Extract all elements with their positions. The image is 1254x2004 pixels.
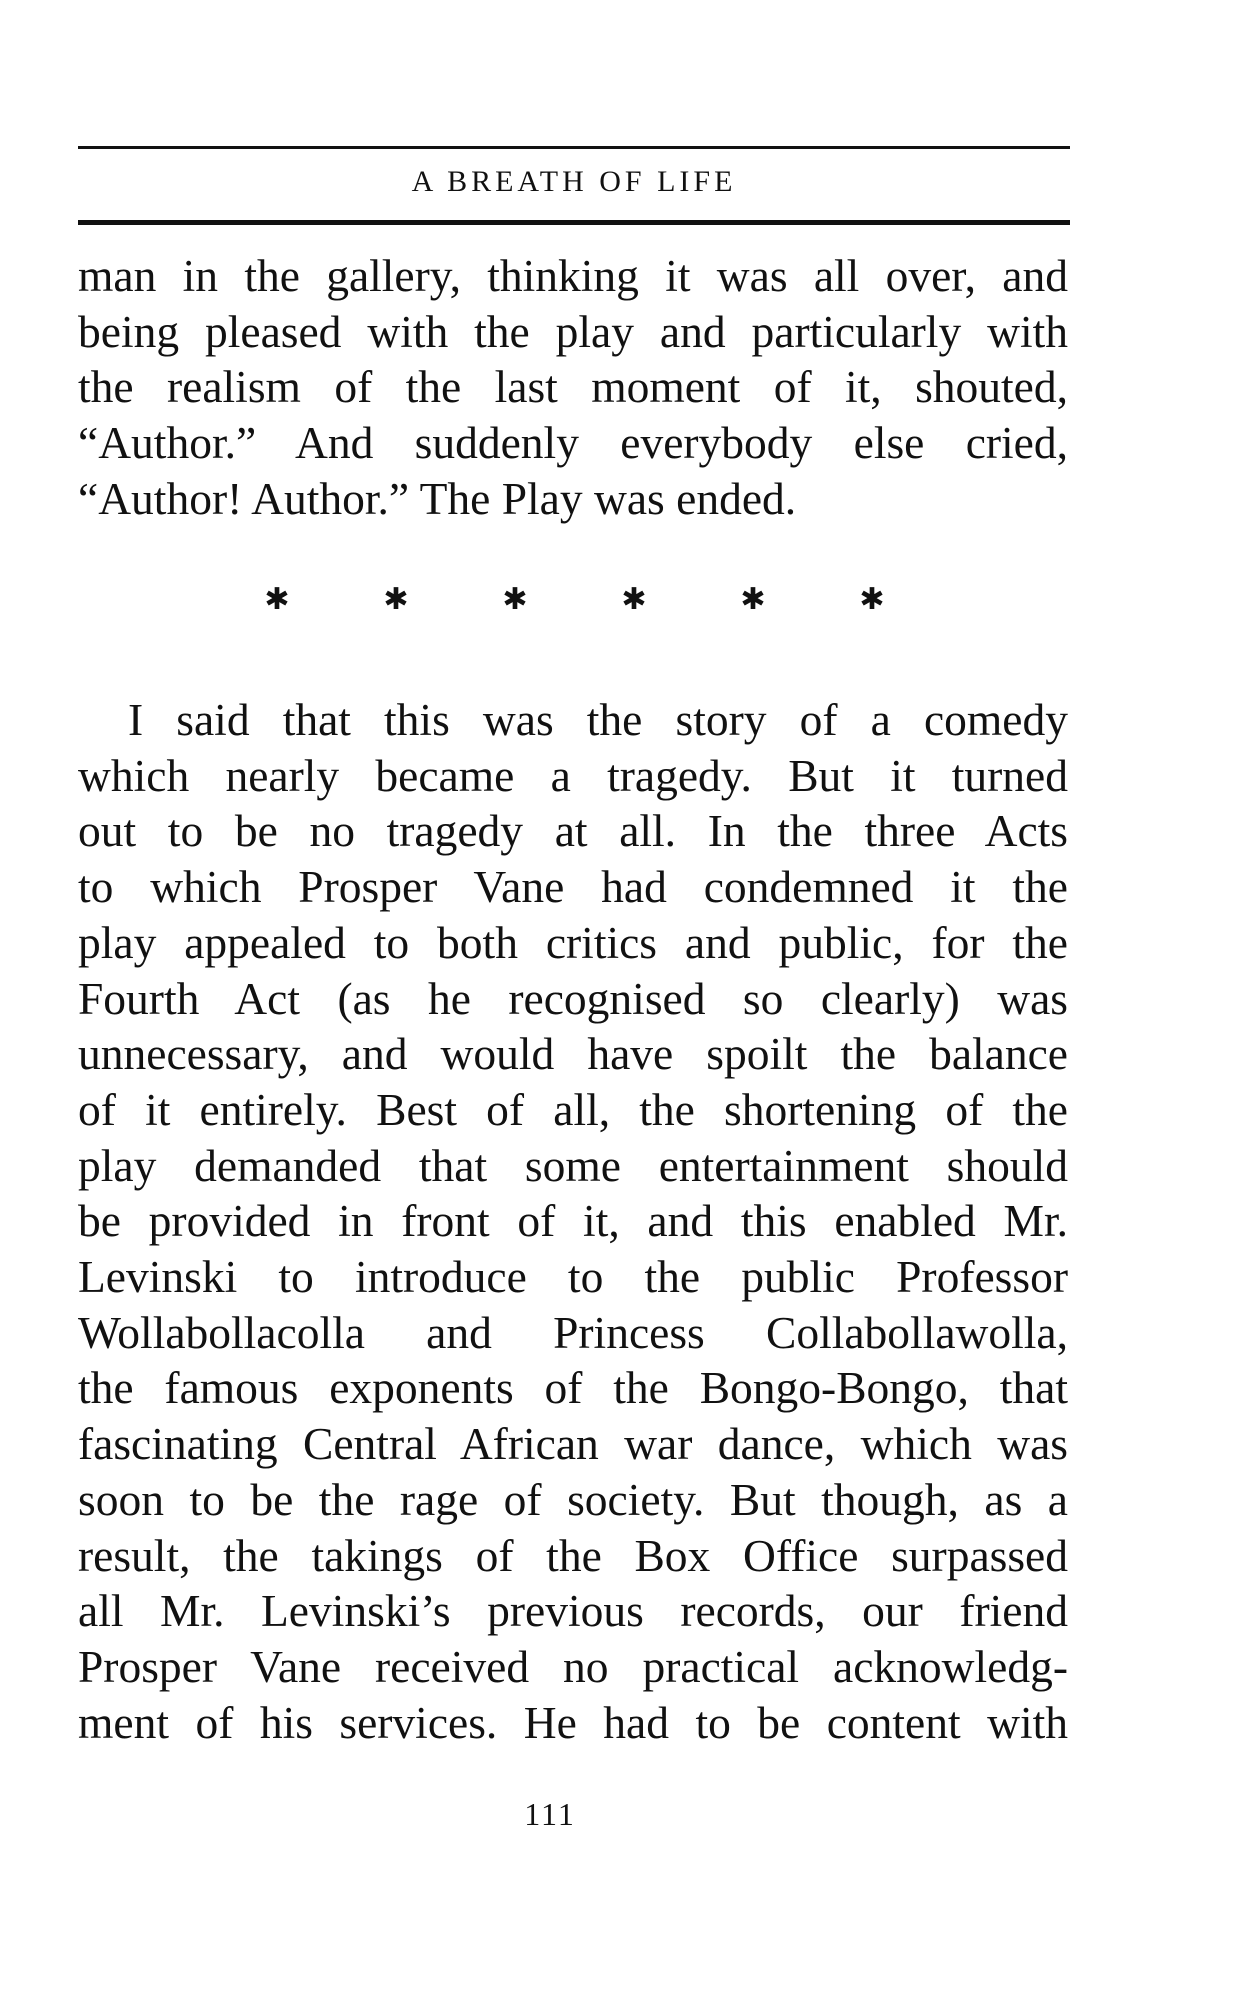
text-line: to which Prosper Vane had condemned it the	[78, 861, 1068, 913]
text-line: Fourth Act (as he recognised so clearly) was	[78, 972, 1068, 1024]
text-line: out to be no tragedy at all. In the three Acts	[78, 805, 1068, 857]
text-line: “Author.” And suddenly everybody else cried,	[78, 417, 1068, 469]
text-line: result, the takings of the Box Office surpassed	[78, 1529, 1068, 1581]
asterisk-glyph: ✱	[621, 582, 647, 617]
text-line: Wollabollacolla and Princess Collabollawolla,	[78, 1306, 1068, 1358]
section-break	[262, 578, 902, 622]
text-line: which nearly became a tragedy. But it turned	[78, 749, 1068, 801]
paragraph-2	[78, 692, 1068, 1750]
text-line: of it entirely. Best of all, the shortening of the	[78, 1083, 1068, 1135]
text-line: be provided in front of it, and this enabled Mr.	[78, 1195, 1068, 1247]
text-line: Levinski to introduce to the public Professor	[78, 1251, 1068, 1303]
text-line: ment of his services. He had to be content with	[78, 1696, 1068, 1748]
text-line: all Mr. Levinski’s previous records, our friend	[78, 1585, 1068, 1637]
header-rule-top	[78, 146, 1070, 149]
text-line: “Author! Author.” The Play was ended.	[78, 472, 797, 524]
text-line: play appealed to both critics and public, for the	[78, 916, 1068, 968]
text-line: soon to be the rage of society. But though, as a	[78, 1473, 1068, 1525]
asterisk-glyph: ✱	[264, 582, 290, 617]
text-line: the realism of the last moment of it, shouted,	[78, 361, 1068, 413]
text-line: I said that this was the story of a comedy	[128, 694, 1068, 745]
text-line: being pleased with the play and particularly with	[78, 305, 1068, 357]
page-number: 111	[524, 1796, 576, 1832]
text-line: play demanded that some entertainment should	[78, 1139, 1068, 1191]
text-line: the famous exponents of the Bongo-Bongo, that	[78, 1362, 1068, 1414]
paragraph-1	[78, 248, 1068, 527]
asterisk-glyph: ✱	[740, 582, 766, 617]
text-line: unnecessary, and would have spoilt the balance	[78, 1028, 1068, 1080]
asterisk-glyph: ✱	[502, 582, 528, 617]
asterisk-glyph: ✱	[859, 582, 885, 617]
header-rule-bottom	[78, 220, 1070, 225]
text-line: fascinating Central African war dance, which was	[78, 1418, 1068, 1470]
asterisk-glyph: ✱	[383, 582, 409, 617]
running-head: A BREATH OF LIFE	[411, 165, 737, 198]
text-line: man in the gallery, thinking it was all over, and	[78, 250, 1068, 301]
text-line: Prosper Vane received no practical acknowledg-	[78, 1640, 1068, 1692]
